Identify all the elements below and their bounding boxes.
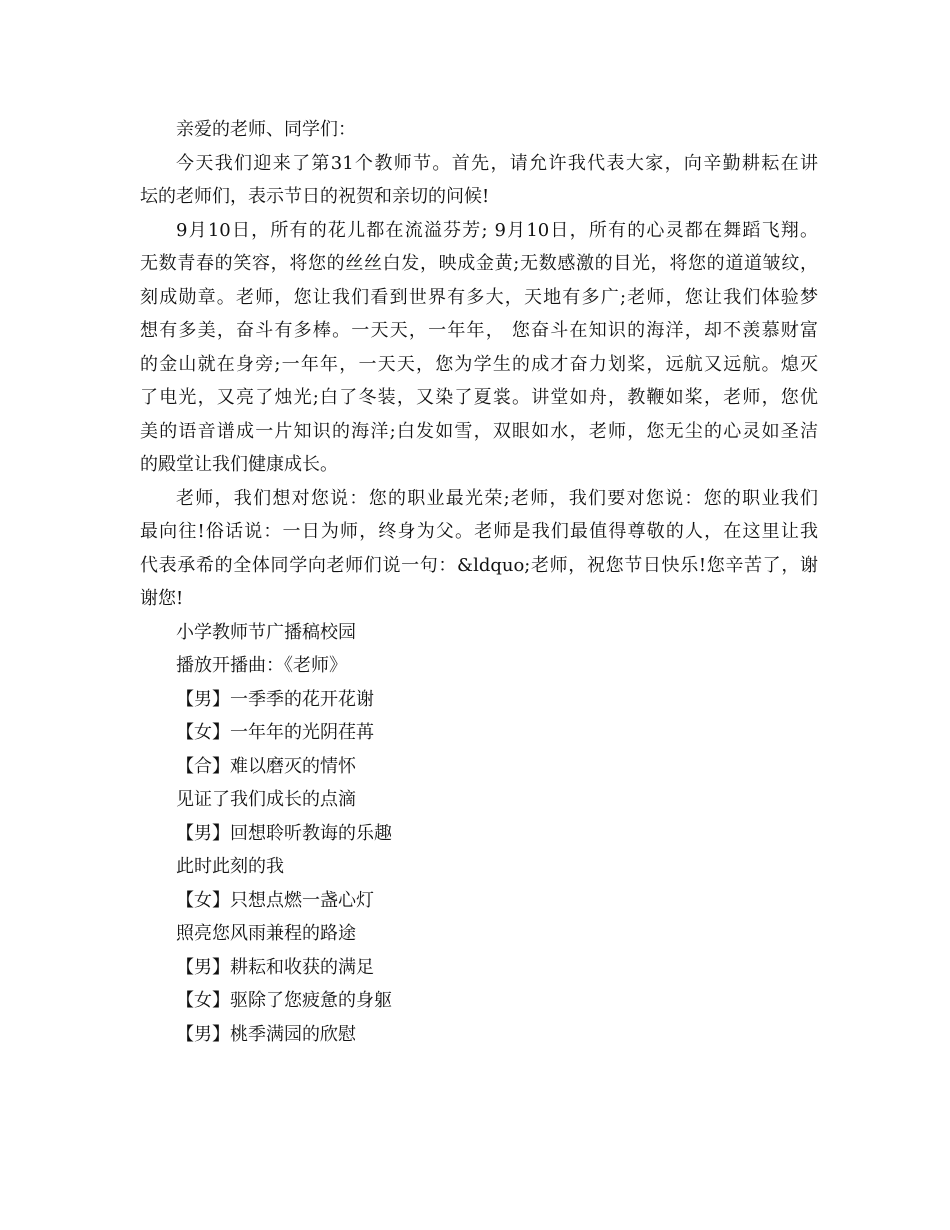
script-line: 此时此刻的我 — [176, 856, 284, 877]
script-line: 【女】只想点燃一盏心灯 — [176, 889, 374, 911]
script-line: 照亮您风雨兼程的路途 — [176, 923, 356, 944]
script-line: 【男】耕耘和收获的满足 — [176, 956, 374, 978]
paragraph-line: 刻成勋章。老师，您让我们看到世界有多大，天地有多广;老师，您让我们体验梦 — [140, 286, 818, 308]
paragraph-line: 的殿堂让我们健康成长。 — [140, 454, 338, 475]
script-line: 【男】一季季的花开花谢 — [176, 688, 374, 710]
script-line: 见证了我们成长的点滴 — [176, 789, 356, 810]
salutation: 亲爱的老师、同学们： — [176, 119, 356, 140]
paragraph-line: 老师，我们想对您说：您的职业最光荣;老师，我们要对您说：您的职业我们 — [176, 487, 818, 509]
document-body — [140, 113, 818, 1051]
paragraph-line: 无数青春的笑容，将您的丝丝白发，映成金黄;无数感激的目光，将您的道道皱纹， — [140, 253, 818, 274]
paragraph-line: 了电光，又亮了烛光;白了冬装，又染了夏裳。讲堂如舟，教鞭如桨，老师，您优 — [140, 387, 818, 408]
paragraph-line: 9月10日，所有的花儿都在流溢芬芳; 9月10日，所有的心灵都在舞蹈飞翔。 — [176, 219, 818, 241]
paragraph-line: 今天我们迎来了第31个教师节。首先，请允许我代表大家，向辛勤耕耘在讲 — [176, 152, 818, 174]
paragraph-line: 的金山就在身旁;一年年，一天天，您为学生的成才奋力划桨，远航又远航。熄灭 — [140, 353, 818, 375]
paragraph-line: 坛的老师们，表示节日的祝贺和亲切的问候! — [140, 186, 490, 207]
paragraph-line: 代表承希的全体同学向老师们说一句：&ldquo;老师，祝您节日快乐!您辛苦了，谢 — [140, 554, 818, 576]
script-line: 【男】桃季满园的欣慰 — [176, 1023, 356, 1045]
paragraph-line: 最向往!俗话说：一日为师，终身为父。老师是我们最值得尊敬的人，在这里让我 — [140, 521, 818, 542]
script-line: 【女】驱除了您疲惫的身躯 — [176, 990, 392, 1011]
script-line: 【男】回想聆听教诲的乐趣 — [176, 822, 392, 844]
paragraph-line: 谢您! — [140, 588, 184, 609]
section-title: 小学教师节广播稿校园 — [176, 621, 356, 643]
script-line: 【合】难以磨灭的情怀 — [176, 755, 356, 777]
paragraph-line: 想有多美，奋斗有多棒。一天天，一年年， 您奋斗在知识的海洋，却不羡慕财富 — [140, 320, 818, 341]
script-line: 【女】一年年的光阴荏苒 — [176, 722, 374, 743]
script-line: 播放开播曲：《老师》 — [176, 655, 347, 676]
paragraph-line: 美的语音谱成一片知识的海洋;白发如雪，双眼如水，老师，您无尘的心灵如圣洁 — [140, 420, 818, 442]
